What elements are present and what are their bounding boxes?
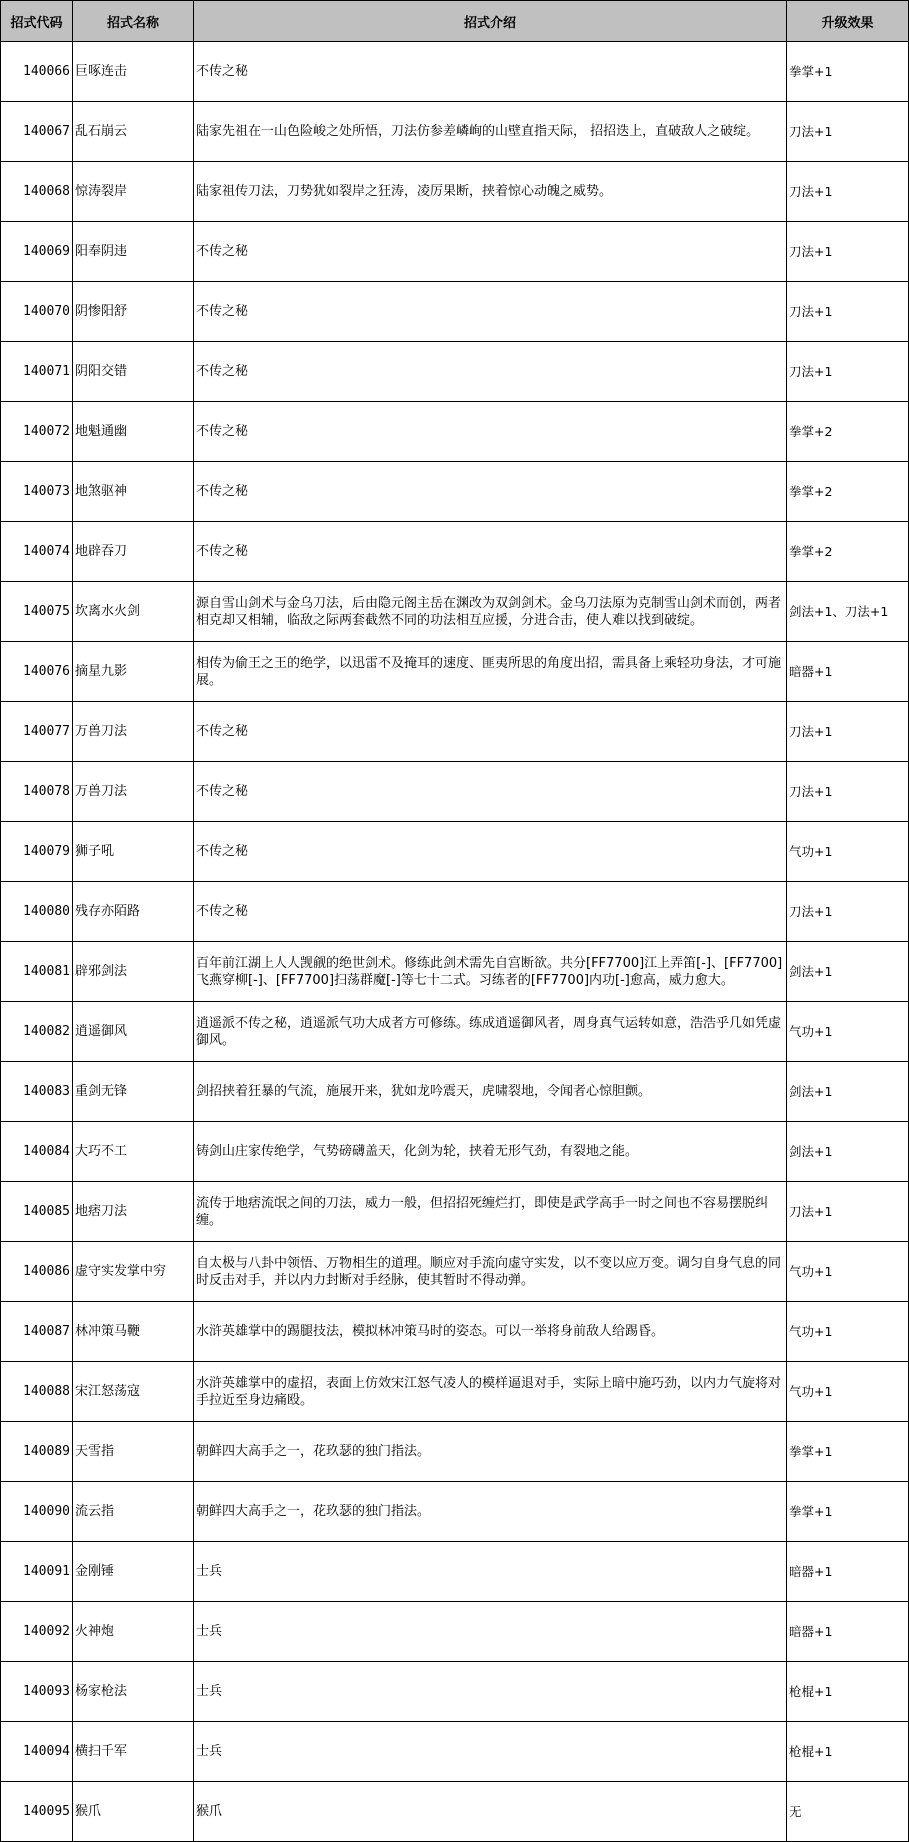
cell-desc: 源自雪山剑术与金乌刀法，后由隐元阁主岳在渊改为双剑剑术。金乌刀法原为克制雪山剑术而创，两者相克却又相辅，临敌之际两套截然不同的功法相互应援，分进合击，使人难以找到破绽。 [194, 582, 787, 642]
table-body [1, 42, 909, 1842]
table-row [1, 1002, 909, 1062]
cell-desc: 剑招挟着狂暴的气流，施展开来，犹如龙吟震天，虎啸裂地，令闻者心惊胆颤。 [194, 1062, 787, 1122]
cell-effect: 刀法+1 [787, 282, 909, 342]
table-row [1, 162, 909, 222]
header-code: 招式代码 [1, 1, 73, 42]
cell-desc: 士兵 [194, 1722, 787, 1782]
cell-code: 140072 [1, 402, 73, 462]
cell-code: 140081 [1, 942, 73, 1002]
table-row [1, 762, 909, 822]
cell-code: 140093 [1, 1662, 73, 1722]
cell-effect: 气功+1 [787, 1002, 909, 1062]
cell-name: 金刚锤 [73, 1542, 194, 1602]
table-row [1, 1782, 909, 1842]
cell-desc: 流传于地痞流氓之间的刀法，威力一般，但招招死缠烂打，即使是武学高手一时之间也不容易摆脱纠缠。 [194, 1182, 787, 1242]
table-row [1, 342, 909, 402]
cell-desc: 朝鲜四大高手之一，花玖瑟的独门指法。 [194, 1482, 787, 1542]
table-row [1, 1122, 909, 1182]
table-row [1, 1542, 909, 1602]
cell-name: 地煞驱神 [73, 462, 194, 522]
table-row [1, 1062, 909, 1122]
cell-desc: 铸剑山庄家传绝学，气势磅礴盖天，化剑为轮，挟着无形气劲，有裂地之能。 [194, 1122, 787, 1182]
table-row [1, 1362, 909, 1422]
table-row [1, 1602, 909, 1662]
cell-name: 乱石崩云 [73, 102, 194, 162]
cell-desc: 士兵 [194, 1542, 787, 1602]
cell-effect: 无 [787, 1782, 909, 1842]
cell-name: 天雪指 [73, 1422, 194, 1482]
cell-desc: 陆家祖传刀法，刀势犹如裂岸之狂涛，凌厉果断，挟着惊心动魄之威势。 [194, 162, 787, 222]
cell-name: 阴阳交错 [73, 342, 194, 402]
cell-name: 地痞刀法 [73, 1182, 194, 1242]
cell-name: 辟邪剑法 [73, 942, 194, 1002]
cell-desc: 不传之秘 [194, 762, 787, 822]
table-row [1, 702, 909, 762]
cell-desc: 不传之秘 [194, 282, 787, 342]
table-row [1, 1242, 909, 1302]
cell-desc: 不传之秘 [194, 222, 787, 282]
cell-desc: 不传之秘 [194, 342, 787, 402]
cell-name: 阳奉阴违 [73, 222, 194, 282]
cell-code: 140067 [1, 102, 73, 162]
cell-effect: 拳掌+1 [787, 1482, 909, 1542]
cell-name: 重剑无锋 [73, 1062, 194, 1122]
cell-code: 140087 [1, 1302, 73, 1362]
cell-desc: 猴爪 [194, 1782, 787, 1842]
cell-name: 狮子吼 [73, 822, 194, 882]
cell-name: 虚守实发掌中穷 [73, 1242, 194, 1302]
header-row [1, 1, 909, 42]
cell-desc: 不传之秘 [194, 522, 787, 582]
table-row [1, 1662, 909, 1722]
table-row [1, 102, 909, 162]
cell-name: 火神炮 [73, 1602, 194, 1662]
cell-code: 140090 [1, 1482, 73, 1542]
cell-name: 宋江怒荡寇 [73, 1362, 194, 1422]
cell-effect: 刀法+1 [787, 1182, 909, 1242]
cell-effect: 刀法+1 [787, 762, 909, 822]
cell-code: 140085 [1, 1182, 73, 1242]
cell-desc: 不传之秘 [194, 42, 787, 102]
cell-effect: 气功+1 [787, 1242, 909, 1302]
cell-desc: 自太极与八卦中领悟、万物相生的道理。顺应对手流向虚守实发，以不变以应万变。调匀自身气息的同时反击对手，并以内力封断对手经脉，使其暂时不得动弹。 [194, 1242, 787, 1302]
cell-code: 140071 [1, 342, 73, 402]
cell-code: 140069 [1, 222, 73, 282]
cell-effect: 气功+1 [787, 1302, 909, 1362]
table-row [1, 1722, 909, 1782]
cell-desc: 不传之秘 [194, 702, 787, 762]
cell-code: 140074 [1, 522, 73, 582]
cell-name: 地魁通幽 [73, 402, 194, 462]
cell-effect: 刀法+1 [787, 222, 909, 282]
cell-effect: 拳掌+2 [787, 522, 909, 582]
cell-code: 140075 [1, 582, 73, 642]
cell-effect: 拳掌+1 [787, 1422, 909, 1482]
cell-desc: 水浒英雄掌中的踢腿技法，模拟林冲策马时的姿态。可以一举将身前敌人给踢昏。 [194, 1302, 787, 1362]
cell-effect: 剑法+1 [787, 1062, 909, 1122]
cell-code: 140078 [1, 762, 73, 822]
cell-code: 140068 [1, 162, 73, 222]
cell-name: 巨啄连击 [73, 42, 194, 102]
cell-effect: 刀法+1 [787, 102, 909, 162]
cell-name: 摘星九影 [73, 642, 194, 702]
cell-name: 林冲策马鞭 [73, 1302, 194, 1362]
cell-desc: 士兵 [194, 1662, 787, 1722]
cell-code: 140094 [1, 1722, 73, 1782]
cell-name: 坎离水火剑 [73, 582, 194, 642]
cell-desc: 水浒英雄掌中的虚招，表面上仿效宋江怒气凌人的模样逼退对手，实际上暗中施巧劲，以内力气旋将对手拉近至身边痛殴。 [194, 1362, 787, 1422]
cell-name: 惊涛裂岸 [73, 162, 194, 222]
cell-effect: 气功+1 [787, 822, 909, 882]
cell-name: 万兽刀法 [73, 762, 194, 822]
cell-desc: 相传为偷王之王的绝学，以迅雷不及掩耳的速度、匪夷所思的角度出招，需具备上乘轻功身法，才可施展。 [194, 642, 787, 702]
cell-effect: 枪棍+1 [787, 1722, 909, 1782]
cell-effect: 刀法+1 [787, 882, 909, 942]
table-row [1, 42, 909, 102]
cell-desc: 逍遥派不传之秘，逍遥派气功大成者方可修练。练成逍遥御风者，周身真气运转如意，浩浩乎几如凭虚御风。 [194, 1002, 787, 1062]
cell-name: 杨家枪法 [73, 1662, 194, 1722]
cell-effect: 拳掌+2 [787, 462, 909, 522]
table-row [1, 222, 909, 282]
cell-desc: 不传之秘 [194, 822, 787, 882]
cell-effect: 刀法+1 [787, 162, 909, 222]
cell-effect: 暗器+1 [787, 642, 909, 702]
cell-code: 140066 [1, 42, 73, 102]
header-name: 招式名称 [73, 1, 194, 42]
cell-name: 大巧不工 [73, 1122, 194, 1182]
cell-name: 流云指 [73, 1482, 194, 1542]
cell-code: 140095 [1, 1782, 73, 1842]
table-row [1, 402, 909, 462]
cell-desc: 百年前江湖上人人觊觎的绝世剑术。修练此剑术需先自宫断欲。共分[FF7700]江上弄笛[-]、[FF7700]飞燕穿柳[-]、[FF7700]扫荡群魔[-]等七十二式。习练者的[FF7700]内功[-]愈高，威力愈大。 [194, 942, 787, 1002]
cell-name: 万兽刀法 [73, 702, 194, 762]
table-row [1, 522, 909, 582]
cell-code: 140084 [1, 1122, 73, 1182]
table-row [1, 1302, 909, 1362]
table-row [1, 1422, 909, 1482]
table-row [1, 642, 909, 702]
table-row [1, 282, 909, 342]
cell-code: 140086 [1, 1242, 73, 1302]
cell-effect: 刀法+1 [787, 342, 909, 402]
cell-code: 140073 [1, 462, 73, 522]
cell-effect: 刀法+1 [787, 702, 909, 762]
cell-code: 140088 [1, 1362, 73, 1422]
table-row [1, 942, 909, 1002]
table-row [1, 462, 909, 522]
cell-effect: 气功+1 [787, 1362, 909, 1422]
table-row [1, 1482, 909, 1542]
cell-code: 140080 [1, 882, 73, 942]
header-desc: 招式介绍 [194, 1, 787, 42]
cell-code: 140082 [1, 1002, 73, 1062]
cell-effect: 剑法+1、刀法+1 [787, 582, 909, 642]
cell-desc: 士兵 [194, 1602, 787, 1662]
cell-code: 140091 [1, 1542, 73, 1602]
table-row [1, 822, 909, 882]
cell-effect: 拳掌+2 [787, 402, 909, 462]
cell-code: 140092 [1, 1602, 73, 1662]
cell-code: 140070 [1, 282, 73, 342]
cell-name: 逍遥御风 [73, 1002, 194, 1062]
table-row [1, 1182, 909, 1242]
cell-code: 140079 [1, 822, 73, 882]
table-row [1, 882, 909, 942]
table-row [1, 582, 909, 642]
cell-code: 140089 [1, 1422, 73, 1482]
cell-desc: 朝鲜四大高手之一，花玖瑟的独门指法。 [194, 1422, 787, 1482]
cell-desc: 不传之秘 [194, 882, 787, 942]
cell-name: 地辟吞刀 [73, 522, 194, 582]
cell-name: 阴惨阳舒 [73, 282, 194, 342]
cell-name: 残存亦陌路 [73, 882, 194, 942]
cell-effect: 拳掌+1 [787, 42, 909, 102]
header-effect: 升级效果 [787, 1, 909, 42]
cell-code: 140077 [1, 702, 73, 762]
cell-code: 140083 [1, 1062, 73, 1122]
cell-effect: 暗器+1 [787, 1542, 909, 1602]
cell-name: 猴爪 [73, 1782, 194, 1842]
cell-effect: 枪棍+1 [787, 1662, 909, 1722]
cell-effect: 暗器+1 [787, 1602, 909, 1662]
cell-name: 横扫千军 [73, 1722, 194, 1782]
cell-code: 140076 [1, 642, 73, 702]
cell-effect: 剑法+1 [787, 942, 909, 1002]
cell-desc: 陆家先祖在一山色险峻之处所悟，刀法仿参差嶙峋的山壁直指天际， 招招迭上，直破敌人之破绽。 [194, 102, 787, 162]
cell-effect: 剑法+1 [787, 1122, 909, 1182]
cell-desc: 不传之秘 [194, 462, 787, 522]
cell-desc: 不传之秘 [194, 402, 787, 462]
